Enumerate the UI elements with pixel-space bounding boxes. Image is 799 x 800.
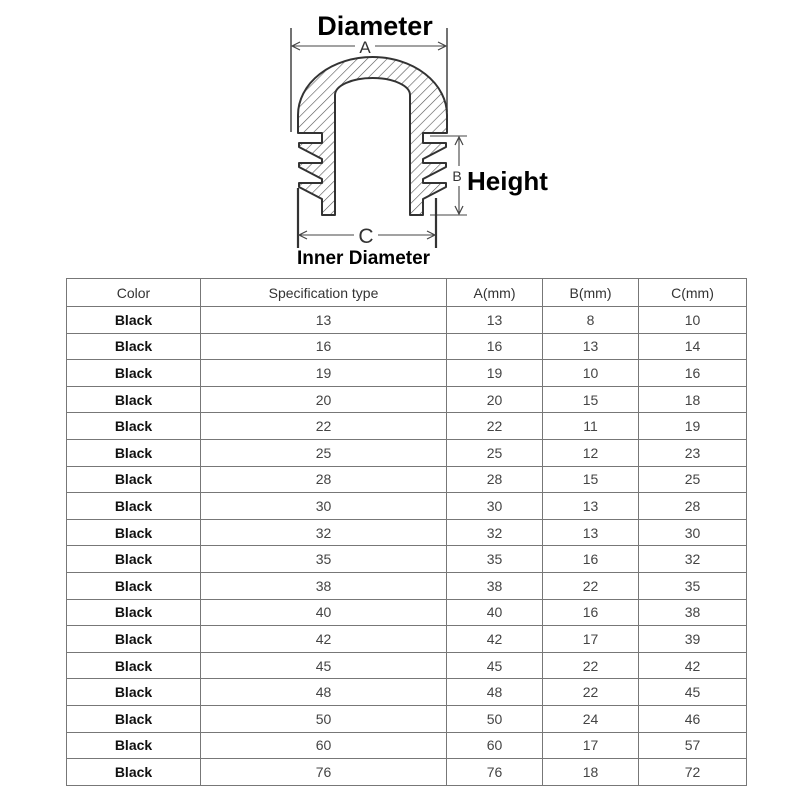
b-cell: 13 [543, 333, 639, 360]
color-cell: Black [67, 679, 201, 706]
c-cell: 18 [639, 386, 747, 413]
header-specification-type: Specification type [201, 279, 447, 307]
header-b-mm: B(mm) [543, 279, 639, 307]
c-cell: 14 [639, 333, 747, 360]
c-cell: 28 [639, 493, 747, 520]
b-cell: 24 [543, 705, 639, 732]
a-cell: 28 [447, 466, 543, 493]
a-cell: 40 [447, 599, 543, 626]
c-cell: 38 [639, 599, 747, 626]
c-cell: 32 [639, 546, 747, 573]
spec-cell: 25 [201, 439, 447, 466]
header-row [67, 279, 747, 307]
a-cell: 45 [447, 652, 543, 679]
c-cell: 23 [639, 439, 747, 466]
end-cap-diagram [0, 0, 799, 272]
b-cell: 12 [543, 439, 639, 466]
spec-cell: 40 [201, 599, 447, 626]
b-cell: 18 [543, 759, 639, 786]
b-cell: 11 [543, 413, 639, 440]
b-cell: 13 [543, 519, 639, 546]
c-cell: 46 [639, 705, 747, 732]
table-row [67, 466, 747, 493]
spec-cell: 13 [201, 307, 447, 334]
color-cell: Black [67, 307, 201, 334]
spec-cell: 32 [201, 519, 447, 546]
table-row [67, 679, 747, 706]
color-cell: Black [67, 546, 201, 573]
a-cell: 35 [447, 546, 543, 573]
spec-table [66, 278, 747, 786]
color-cell: Black [67, 519, 201, 546]
spec-cell: 48 [201, 679, 447, 706]
spec-cell: 42 [201, 626, 447, 653]
table-row [67, 546, 747, 573]
color-cell: Black [67, 626, 201, 653]
a-cell: 13 [447, 307, 543, 334]
b-cell: 13 [543, 493, 639, 520]
table-row [67, 705, 747, 732]
b-cell: 8 [543, 307, 639, 334]
table-row [67, 759, 747, 786]
c-label: C [358, 225, 374, 248]
c-cell: 72 [639, 759, 747, 786]
a-cell: 20 [447, 386, 543, 413]
table-row [67, 439, 747, 466]
a-cell: 38 [447, 572, 543, 599]
color-cell: Black [67, 732, 201, 759]
table-row [67, 333, 747, 360]
color-cell: Black [67, 413, 201, 440]
b-label: B [452, 168, 462, 184]
color-cell: Black [67, 439, 201, 466]
spec-cell: 38 [201, 572, 447, 599]
c-cell: 42 [639, 652, 747, 679]
color-cell: Black [67, 572, 201, 599]
c-cell: 19 [639, 413, 747, 440]
spec-cell: 35 [201, 546, 447, 573]
table-row [67, 386, 747, 413]
spec-cell: 50 [201, 705, 447, 732]
c-cell: 57 [639, 732, 747, 759]
table-row [67, 652, 747, 679]
diameter-title: Diameter [317, 11, 433, 41]
b-cell: 16 [543, 599, 639, 626]
spec-cell: 30 [201, 493, 447, 520]
b-cell: 16 [543, 546, 639, 573]
c-cell: 39 [639, 626, 747, 653]
b-cell: 10 [543, 360, 639, 387]
spec-cell: 76 [201, 759, 447, 786]
spec-table-header [67, 279, 747, 307]
a-cell: 22 [447, 413, 543, 440]
color-cell: Black [67, 652, 201, 679]
table-row [67, 572, 747, 599]
table-row [67, 599, 747, 626]
a-cell: 25 [447, 439, 543, 466]
a-cell: 16 [447, 333, 543, 360]
c-cell: 45 [639, 679, 747, 706]
color-cell: Black [67, 466, 201, 493]
c-cell: 16 [639, 360, 747, 387]
table-row [67, 307, 747, 334]
b-cell: 17 [543, 626, 639, 653]
spec-cell: 60 [201, 732, 447, 759]
color-cell: Black [67, 493, 201, 520]
a-cell: 42 [447, 626, 543, 653]
c-cell: 35 [639, 572, 747, 599]
a-label: A [359, 38, 371, 57]
c-cell: 25 [639, 466, 747, 493]
spec-table-container [66, 278, 746, 786]
color-cell: Black [67, 759, 201, 786]
cap-cross-section [298, 57, 447, 215]
header-color: Color [67, 279, 201, 307]
inner-diameter-title: Inner Diameter [297, 248, 431, 269]
b-cell: 17 [543, 732, 639, 759]
a-cell: 50 [447, 705, 543, 732]
b-cell: 15 [543, 466, 639, 493]
b-cell: 22 [543, 572, 639, 599]
color-cell: Black [67, 386, 201, 413]
height-title: Height [467, 166, 548, 196]
c-cell: 30 [639, 519, 747, 546]
b-cell: 22 [543, 652, 639, 679]
a-cell: 19 [447, 360, 543, 387]
spec-table-body [67, 307, 747, 786]
a-cell: 32 [447, 519, 543, 546]
spec-cell: 45 [201, 652, 447, 679]
color-cell: Black [67, 599, 201, 626]
a-cell: 76 [447, 759, 543, 786]
table-row [67, 732, 747, 759]
table-row [67, 519, 747, 546]
table-row [67, 626, 747, 653]
color-cell: Black [67, 333, 201, 360]
header-c-mm: C(mm) [639, 279, 747, 307]
header-a-mm: A(mm) [447, 279, 543, 307]
spec-cell: 28 [201, 466, 447, 493]
a-cell: 60 [447, 732, 543, 759]
c-cell: 10 [639, 307, 747, 334]
b-cell: 22 [543, 679, 639, 706]
a-cell: 30 [447, 493, 543, 520]
color-cell: Black [67, 360, 201, 387]
color-cell: Black [67, 705, 201, 732]
a-cell: 48 [447, 679, 543, 706]
table-row [67, 493, 747, 520]
b-cell: 15 [543, 386, 639, 413]
table-row [67, 360, 747, 387]
spec-cell: 22 [201, 413, 447, 440]
spec-cell: 19 [201, 360, 447, 387]
spec-cell: 16 [201, 333, 447, 360]
spec-cell: 20 [201, 386, 447, 413]
table-row [67, 413, 747, 440]
